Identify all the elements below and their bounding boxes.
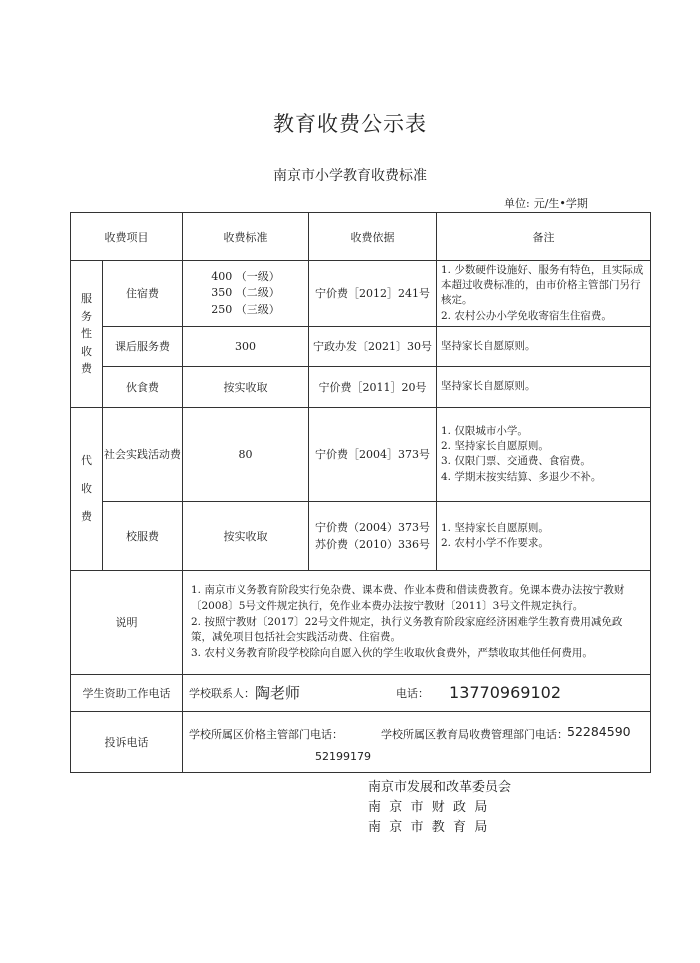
basis-practice: 宁价费［2004］373号 [309, 407, 437, 501]
basis-afterschool: 宁政办发〔2021〕30号 [309, 326, 437, 366]
basis-meals: 宁价费［2011］20号 [309, 366, 437, 407]
phone-label: 电话： [396, 686, 430, 700]
table-row [71, 366, 651, 407]
complaint-row [71, 711, 651, 772]
explanation-text: 1. 南京市义务教育阶段实行免杂费、课本费、作业本费和借读费教育。免课本费办法按宁教财〔2008〕5号文件规定执行，免作业本费办法按宁教财〔2011〕3号文件规定执行。 2. 按照宁教财〔2017〕22号文件规定，执行义务教育阶段家庭经济困难学生教育费用减免政策，减免项目包括社会实践活动费、住宿费。 3. 农村义务教育阶段学校除向自愿入伙的学生收取伙食费外，严禁收取其他任何费用。 [183, 570, 651, 674]
price-dept-phone: 52199179 [315, 749, 371, 763]
unit-value: 元/生•学期 [533, 197, 588, 210]
standard-lodging: 400 （一级） 350 （二级） 250 （三级） [183, 261, 309, 327]
table-row [71, 407, 651, 501]
aid-row [71, 674, 651, 711]
table-row [71, 261, 651, 327]
item-uniform: 校服费 [103, 501, 183, 570]
header-item: 收费项目 [71, 213, 183, 261]
issuer-ndrc: 南京市发展和改革委员会 [368, 780, 512, 795]
table-subtitle: 南京市小学教育收费标准 [273, 168, 427, 184]
fee-table [70, 212, 651, 773]
edu-dept-label: 学校所属区教育局收费管理部门电话： [381, 727, 568, 741]
complaint-contacts [183, 711, 651, 772]
note-practice: 1. 仅限城市小学。 2. 坚持家长自愿原则。 3. 仅限门票、交通费、食宿费。 4. 学期末按实结算、多退少不补。 [437, 407, 651, 501]
explanation-row [71, 570, 651, 674]
category-service: 服 务 性 收 费 [71, 261, 103, 408]
issuers-block [368, 778, 511, 838]
standard-uniform: 按实收取 [183, 501, 309, 570]
item-meals: 伙食费 [103, 366, 183, 407]
note-meals: 坚持家长自愿原则。 [437, 366, 651, 407]
item-lodging: 住宿费 [103, 261, 183, 327]
header-remark: 备注 [437, 213, 651, 261]
header-basis: 收费依据 [309, 213, 437, 261]
unit-label: 单位: [504, 197, 530, 210]
table-row [71, 326, 651, 366]
note-lodging: 1. 少数硬件设施好、服务有特色，且实际成本超过收费标准的，由市价格主管部门另行核定。 2. 农村公办小学免收寄宿生住宿费。 [437, 261, 651, 327]
issuer-education: 南 京 市 教 育 局 [368, 820, 488, 836]
standard-meals: 按实收取 [183, 366, 309, 407]
standard-afterschool: 300 [183, 326, 309, 366]
unit-note [500, 195, 588, 211]
phone-number: 13770969102 [449, 683, 561, 703]
basis-lodging: 宁价费［2012］241号 [309, 261, 437, 327]
item-practice: 社会实践活动费 [103, 407, 183, 501]
contact-name: 陶老师 [255, 684, 301, 703]
price-dept-label: 学校所属区价格主管部门电话： [189, 727, 343, 741]
explanation-label: 说明 [71, 570, 183, 674]
issuer-finance: 南 京 市 财 政 局 [368, 800, 488, 816]
basis-uniform: 宁价费（2004）373号 苏价费（2010）336号 [309, 501, 437, 570]
table-row [71, 501, 651, 570]
item-afterschool: 课后服务费 [103, 326, 183, 366]
note-afterschool: 坚持家长自愿原则。 [437, 326, 651, 366]
contact-label: 学校联系人： [189, 686, 255, 700]
edu-dept-phone: 52284590 [567, 723, 631, 739]
document-title: 教育收费公示表 [273, 112, 427, 136]
category-agency: 代 收 费 [71, 407, 103, 570]
aid-label: 学生资助工作电话 [71, 674, 183, 711]
complaint-label: 投诉电话 [71, 711, 183, 772]
note-uniform: 1. 坚持家长自愿原则。 2. 农村小学不作要求。 [437, 501, 651, 570]
standard-practice: 80 [183, 407, 309, 501]
header-row [71, 213, 651, 261]
aid-contact [183, 674, 651, 711]
header-standard: 收费标准 [183, 213, 309, 261]
